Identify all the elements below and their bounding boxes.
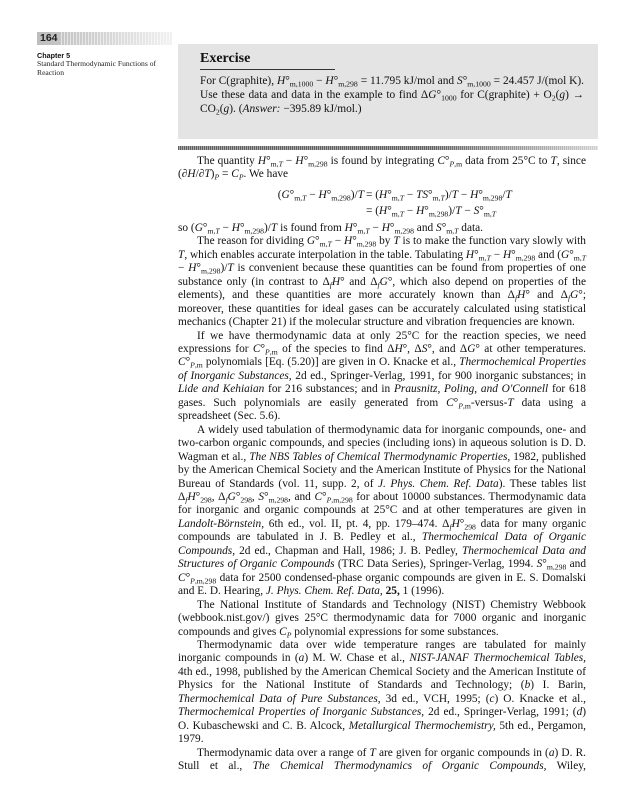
exercise-title: Exercise [200, 51, 335, 70]
paragraph: If we have thermodynamic data at only 25°C for the reaction species, we need expressions for $C^\circ_{P,m}$ of the species to find ΔH°, ΔS°, and ΔG° at other temperatures. $C^\circ_{P,m}$ polynomials [Eq. (5.20)] are given in O. Knacke et al., Thermochemical Properties of Inorganic Substances, 2d ed., Springer-Verlag, 1991, for 900 inorganic substances; in Lide and Kehiaian for 216 substances; and in Prausnitz, Poling, and O'Connell for 618 gases. Such polynomials are easily generated from $C^\circ_{P,m}-versus-T$ data using a spreadsheet (Sec. 5.6). [178, 329, 586, 423]
body-text [178, 155, 586, 773]
chapter-label: Chapter 5 [37, 51, 71, 60]
exercise-text: For C(graphite), $H^\circ_{m,1000} - H^\circ_{m,298} = 11.795$ kJ/mol and $S^\circ_{m,1000} = 24.457$ J/(mol K). Use these data and data in the example to find $\Delta G^\circ_{1000}$ for C(graphite) + $O_2(g) \to CO_2(g)$. (Answer: −395.89 kJ/mol.) [200, 75, 585, 118]
paragraph: The National Institute of Standards and Technology (NIST) Chemistry Webbook (webbook.nist.gov/) gives 25°C thermodynamic data for 7000 organic and inorganic compounds and gives $C_P$ polynomial expressions for some substances. [178, 598, 586, 640]
paragraph: Thermodynamic data over wide temperature ranges are tabulated for mainly inorganic compounds in (a) M. W. Chase et al., NIST-JANAF Thermochemical Tables, 4th ed., 1998, published by the American Chemical Society and the American Institute of Physics for the National Institute of Standards and Technology; (b) I. Barin, Thermochemical Data of Pure Substances, 3d ed., VCH, 1995; (c) O. Knacke et al., Thermochemical Properties of Inorganic Substances, 2d ed., Springer-Verlag, 1991; (d) O. Kubaschewski and C. B. Alcock, Metallurgical Thermochemistry, 5th ed., Pergamon, 1979. [178, 638, 587, 746]
paragraph: so $(G^\circ_{m,T} - H^\circ_{m,298})/T$ is found from $H^\circ_{m,T} - H^\circ_{m,298}$ and $S^\circ_{m,T}$ data. [178, 221, 484, 236]
paragraph: Thermodynamic data over a range of T are given for organic compounds in (a) D. R. Stull et al., The Chemical Thermodynamics of Organic Compounds, Wiley, [178, 746, 587, 773]
paragraph: The reason for dividing $G^\circ_{m,T} - H^\circ_{m,298}$ by T is to make the function vary slowly with T, which enables accurate interpolation in the table. Tabulating $H^\circ_{m,T} - H^\circ_{m,298}$ and $(G^\circ_{m,T} - H^\circ_{m,298})/T$ is convenient because these quantities can be found from properties of one substance only (in contrast to $\Delta_fH^\circ$ and $\Delta_fG^\circ$, which also depend on properties of the elements), and these quantities are more accurately known than $\Delta_fH^\circ$ and $\Delta_fG^\circ$; moreover, these quantities for ideal gases can be accurately calculated using statistical mechanics (Chapter 21) if the molecular structure and vibration frequencies are known. [178, 235, 587, 329]
page-number-bar [37, 32, 172, 45]
paragraph: The quantity $H^\circ_{m,T} - H^\circ_{m,298}$ is found by integrating $C^\circ_{P,m}$ data from 25°C to T, since $(\partial H/\partial T)_P = C_P$. We have [178, 155, 586, 183]
chapter-sidebar [37, 51, 167, 77]
equation-rhs: = $(H^\circ_{m,T} - TS^\circ_{m,T})/T - H^\circ_{m,298}/T$ [366, 188, 512, 203]
paragraph: A widely used tabulation of thermodynamic data for inorganic compounds, one- and two-carbon organic compounds, and species (including ions) in aqueous solution is D. D. Wagman et al., The NBS Tables of Chemical Thermodynamic Properties, 1982, published by the American Chemical Society and the American Institute of Physics for the National Bureau of Standards (vol. 11, supp. 2, of J. Phys. Chem. Ref. Data). These tables list $\Delta_fH^\circ_{298}$, $\Delta_fG^\circ_{298}$, $S^\circ_{m,298}$, and $C^\circ_{P,m,298}$ for about 10000 substances. Thermodynamic data for inorganic and organic compounds at 25°C and at other temperatures are given in Landolt-Börnstein, 6th ed., vol. II, pt. 4, pp. 179–474. $\Delta_fH^\circ_{298}$ data for many organic compounds are tabulated in J. B. Pedley et al., Thermochemical Data of Organic Compounds, 2d ed., Chapman and Hall, 1986; J. B. Pedley, Thermochemical Data and Structures of Organic Compounds (TRC Data Series), Springer-Verlag, 1994. $S^\circ_{m,298}$ and $C^\circ_{P,m,298}$ data for 2500 condensed-phase organic compounds are given in E. S. Domalski and E. D. Hearing, J. Phys. Chem. Ref. Data, 25, 1 (1996). [178, 423, 587, 598]
equation-rhs: = $(H^\circ_{m,T} - H^\circ_{m,298})/T - S^\circ_{m,T}$ [366, 204, 497, 219]
exercise-box [178, 44, 598, 139]
section-divider [178, 146, 598, 150]
equation-block [178, 187, 586, 219]
page-number: 164 [40, 32, 58, 44]
chapter-title: Standard Thermodynamic Functions of Reaction [37, 59, 157, 77]
equation-lhs: $(G^\circ_{m,T} - H^\circ_{m,298})/T$ [277, 188, 364, 203]
